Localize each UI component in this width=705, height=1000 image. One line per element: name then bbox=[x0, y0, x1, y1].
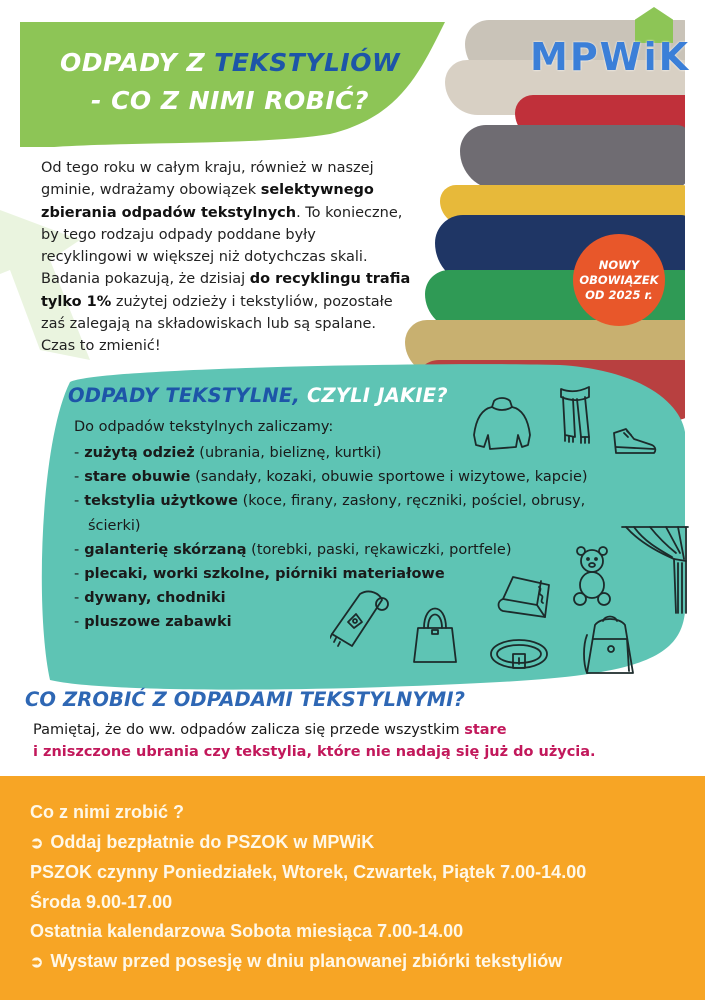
sneaker-icon bbox=[612, 425, 658, 457]
page-title: ODPADY Z TEKSTYLIÓW - CO Z NIMI ROBIĆ? bbox=[59, 48, 401, 115]
footer-line: Ostatnia kalendarzowa Sobota miesiąca 7.00-14.00 bbox=[30, 921, 464, 941]
arrow-icon: ➲ bbox=[30, 953, 44, 971]
teddy-bear-icon bbox=[568, 545, 616, 607]
footer-line: ➲ Wystaw przed posesję w dniu planowanej zbiórki tekstyliów bbox=[30, 947, 586, 978]
textile-types-intro: Do odpadów tekstylnych zaliczamy: bbox=[74, 419, 334, 435]
logo-text: MPWiK bbox=[530, 35, 691, 79]
belt-icon bbox=[489, 636, 551, 672]
rolled-rug-icon bbox=[330, 590, 390, 648]
folded-towel-icon bbox=[497, 575, 551, 623]
list-item: - zużytą odzież (ubrania, bieliznę, kurtki) bbox=[74, 445, 382, 461]
backpack-icon bbox=[581, 615, 639, 677]
list-item: - galanterię skórzaną (torebki, paski, rękawiczki, portfele) bbox=[74, 541, 512, 558]
pszok-info-list bbox=[30, 798, 586, 977]
arrow-icon: ➲ bbox=[30, 834, 44, 852]
intro-paragraph: Od tego roku w całym kraju, również w naszej gminie, wdrażamy obowiązek selektywnego zbierania odpadów tekstylnych. To konieczne, by tego rodzaju odpady poddane były recyklingowi w większej niż dotychczas skali. Badania pokazują, że dzisiaj do recyklingu trafia tylko 1% zużytej odzieży i tekstyliów, pozostałe zaś zalegają na składowiskach lub są spalane. Czas to zmienić! bbox=[41, 160, 411, 355]
footer-line: Co z nimi zrobić ? bbox=[30, 802, 185, 822]
section-title-textile-types: ODPADY TEKSTYLNE, CZYLI JAKIE? bbox=[68, 384, 448, 407]
title-accent: TEKSTYLIÓW bbox=[214, 48, 401, 77]
list-item: - dywany, chodniki bbox=[74, 590, 226, 607]
sweater-icon bbox=[472, 395, 532, 457]
list-item: - pluszowe zabawki bbox=[74, 614, 232, 631]
curtain-icon bbox=[620, 523, 690, 615]
reminder-text: Pamiętaj, że do ww. odpadów zalicza się przede wszystkim stare i zniszczone ubrania czy tekstylia, które nie nadają się już do użycia. bbox=[33, 722, 596, 760]
footer-line: PSZOK czynny Poniedziałek, Wtorek, Czwartek, Piątek 7.00-14.00 bbox=[30, 862, 587, 882]
list-item: - tekstylia użytkowe (koce, firany, zasłony, ręczniki, pościel, obrusy, bbox=[74, 493, 586, 510]
list-item-continuation: ścierki) bbox=[88, 517, 141, 534]
list-item: - stare obuwie (sandały, kozaki, obuwie sportowe i wizytowe, kapcie) bbox=[74, 469, 588, 486]
footer-line: ➲ Oddaj bezpłatnie do PSZOK w MPWiK bbox=[30, 828, 586, 859]
section-title-what-to-do: CO ZROBIĆ Z ODPADAMI TEKSTYLNYMI? bbox=[25, 688, 465, 711]
list-item: - plecaki, worki szkolne, piórniki materiałowe bbox=[74, 566, 445, 583]
handbag-icon bbox=[412, 598, 458, 666]
new-obligation-badge: NOWY OBOWIĄZEK OD 2025 r. bbox=[573, 234, 665, 326]
footer-line: Środa 9.00-17.00 bbox=[30, 891, 173, 912]
mpwik-logo bbox=[530, 5, 700, 85]
scarf-icon bbox=[557, 383, 593, 445]
